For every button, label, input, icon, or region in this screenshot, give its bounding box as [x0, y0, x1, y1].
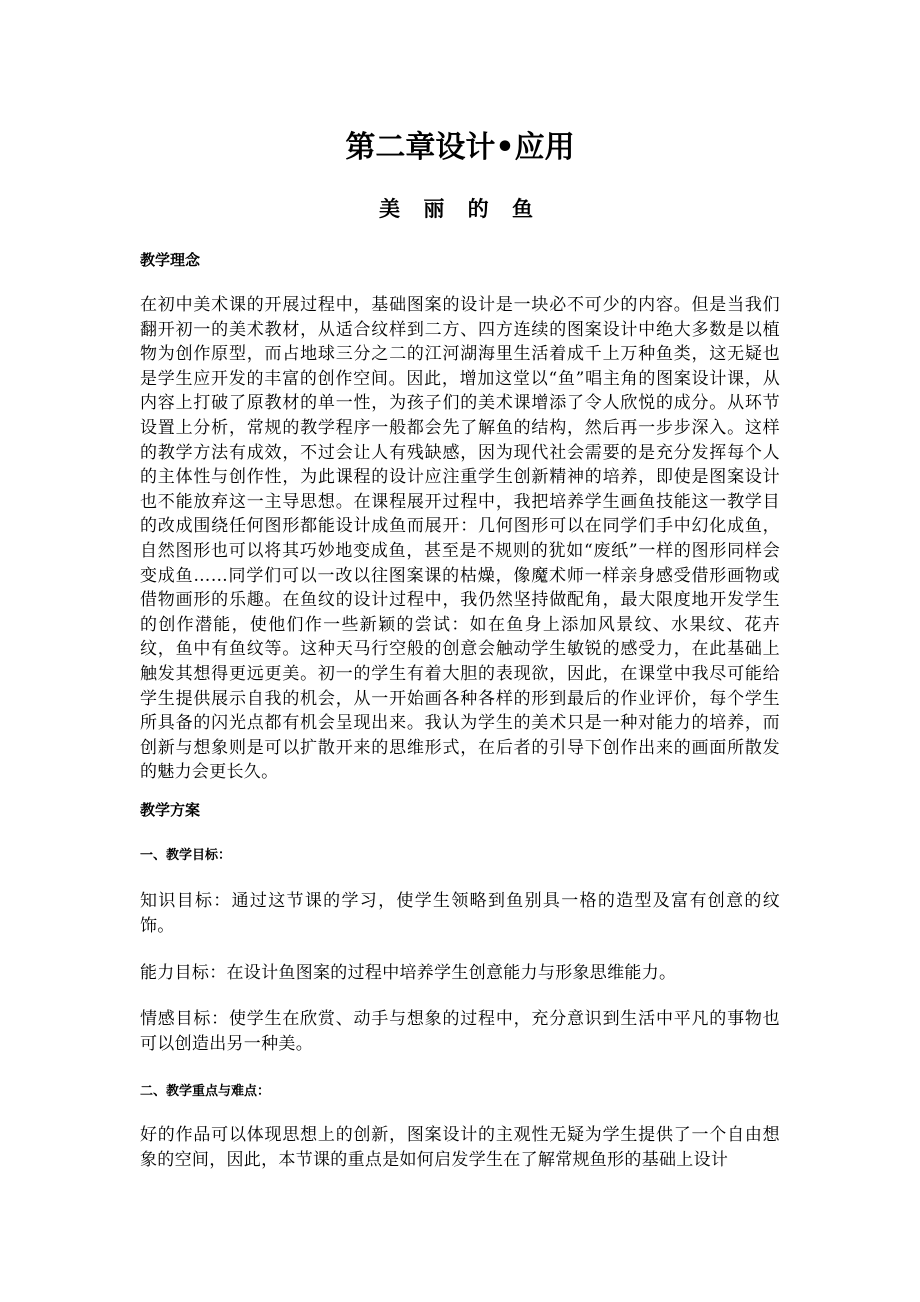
section-heading-teaching-plan: 教学方案 [140, 801, 201, 819]
key-points-paragraph: 好的作品可以体现思想上的创新，图案设计的主观性无疑为学生提供了一个自由想象的空间，因此，本节课的重点是如何启发学生在了解常规鱼形的基础上设计 [140, 1125, 780, 1170]
section-heading-teaching-concept: 教学理念 [140, 251, 201, 269]
teaching-concept-paragraph: 在初中美术课的开展过程中，基础图案的设计是一块必不可少的内容。但是当我们翻开初一的美术教材，从适合纹样到二方、四方连续的图案设计中绝大多数是以植物为创作原型，而占地球三分之二的江河湖海里生活着成千上万种鱼类，这无疑也是学生应开发的丰富的创作空间。因此，增加这堂以“鱼”唱主角的图案设计课，从内容上打破了原教材的单一性，为孩子们的美术课增添了令人欣悦的成分。从环节设置上分析，常规的教学程序一般都会先了解鱼的结构，然后再一步步深入。这样的教学方法有成效，不过会让人有残缺感，因为现代社会需要的是充分发挥每个人的主体性与创作性，为此课程的设计应注重学生创新精神的培养，即使是图案设计也不能放弃这一主导思想。在课程展开过程中，我把培养学生画鱼技能这一教学目的改成围绕任何图形都能设计成鱼而展开：几何图形可以在同学们手中幻化成鱼，自然图形也可以将其巧妙地变成鱼，甚至是不规则的犹如“废纸”一样的图形同样会变成鱼……同学们可以一改以往图案课的枯燥，像魔术师一样亲身感受借形画物或借物画形的乐趣。在鱼纹的设计过程中，我仍然坚持做配角，最大限度地开发学生的创作潜能，使他们作一些新颖的尝试：如在鱼身上添加风景纹、水果纹、花卉纹，鱼中有鱼纹等。这种天马行空般的创意会触动学生敏锐的感受力，在此基础上触发其想得更远更美。初一的学生有着大胆的表现欲，因此，在课堂中我尽可能给学生提供展示自我的机会，从一开始画各种各样的形到最后的作业评价，每个学生所具备的闪光点都有机会呈现出来。我认为学生的美术只是一种对能力的培养，而创新与想象则是可以扩散开来的思维形式，在后者的引导下创作出来的画面所散发的魅力会更长久。 [140, 295, 780, 783]
chapter-title: 第二章设计•应用 [345, 130, 575, 165]
knowledge-goal-paragraph: 知识目标：通过这节课的学习，使学生领略到鱼别具一格的造型及富有创意的纹饰。 [140, 891, 780, 936]
ability-goal-paragraph: 能力目标：在设计鱼图案的过程中培养学生创意能力与形象思维能力。 [140, 963, 677, 983]
subheading-teaching-goals: 一、教学目标： [140, 848, 232, 863]
emotion-goal-paragraph: 情感目标：使学生在欣赏、动手与想象的过程中，充分意识到生活中平凡的事物也可以创造出另一种美。 [140, 1009, 780, 1054]
subheading-key-points: 二、教学重点与难点： [140, 1084, 271, 1099]
lesson-title: 美 丽 的 鱼 [379, 197, 541, 221]
